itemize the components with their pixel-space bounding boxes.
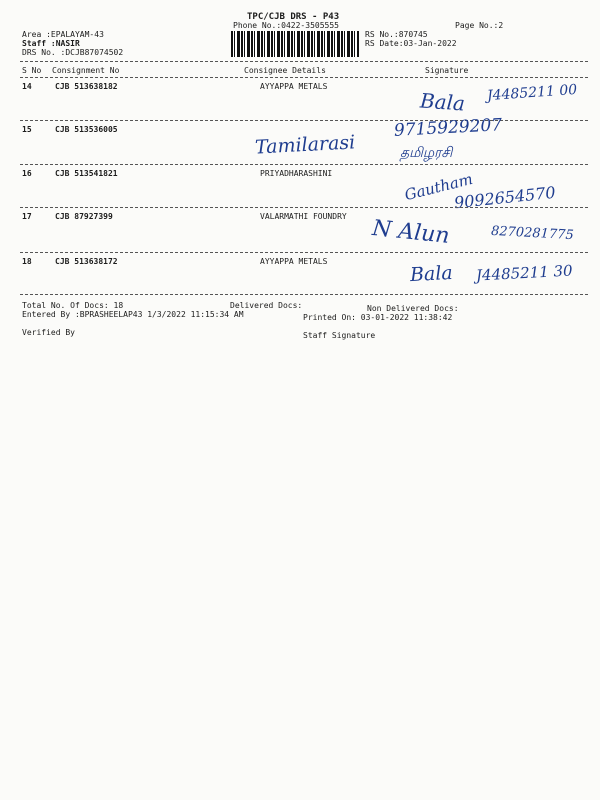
column-sno: S No xyxy=(22,66,42,75)
row-consignment: CJB 513541821 xyxy=(55,169,118,178)
printed-on: Printed On: 03-01-2022 11:38:42 xyxy=(303,313,453,322)
row-divider xyxy=(20,252,588,253)
rs-date: RS Date:03-Jan-2022 xyxy=(365,39,457,48)
row-consignment: CJB 513536005 xyxy=(55,125,118,134)
handwritten-phone: 8270281775 xyxy=(490,223,575,244)
row-consignment: CJB 87927399 xyxy=(55,212,113,221)
row-consignee: PRIYADHARASHINI xyxy=(260,169,333,178)
total-docs: Total No. Of Docs: 18 xyxy=(22,301,124,310)
row-sno: 15 xyxy=(22,125,32,134)
delivered-docs: Delivered Docs: xyxy=(230,301,303,310)
row-consignment: CJB 513638172 xyxy=(55,257,118,266)
handwritten-signature: Bala xyxy=(419,88,466,116)
column-consignee: Consignee Details xyxy=(244,66,326,75)
handwritten-phone: J4485211 30 xyxy=(475,261,574,285)
row-consignment: CJB 513638182 xyxy=(55,82,118,91)
staff-signature: Staff Signature xyxy=(303,331,376,340)
page-number: Page No.:2 xyxy=(455,21,504,30)
row-consignee: AYYAPPA METALS xyxy=(260,257,328,266)
verified-by: Verified By xyxy=(22,328,75,337)
row-consignee: VALARMATHI FOUNDRY xyxy=(260,212,347,221)
handwritten-phone: J4485211 00 xyxy=(486,81,578,105)
handwritten-signature: N Alun xyxy=(370,216,451,249)
column-consignment: Consignment No xyxy=(52,66,120,75)
row-divider xyxy=(20,294,588,295)
row-sno: 16 xyxy=(22,169,32,178)
row-consignee: AYYAPPA METALS xyxy=(260,82,328,91)
handwritten-signature: Tamilarasi xyxy=(254,131,356,159)
phone-number: Phone No.:0422-3505555 xyxy=(233,21,339,30)
row-sno: 17 xyxy=(22,212,32,221)
entered-by: Entered By :BPRASHEELAP43 1/3/2022 11:15:34 AM xyxy=(22,310,244,319)
row-divider xyxy=(20,120,588,121)
barcode xyxy=(231,31,359,57)
handwritten-signature: Gautham xyxy=(402,169,475,205)
divider xyxy=(20,77,588,78)
row-sno: 14 xyxy=(22,82,32,91)
row-divider xyxy=(20,164,588,165)
area-label: Area :EPALAYAM-43 xyxy=(22,30,104,39)
column-signature: Signature xyxy=(425,66,469,75)
divider xyxy=(20,61,588,62)
row-divider xyxy=(20,207,588,208)
handwritten-signature: தமிழரசி xyxy=(400,145,453,161)
drs-number: DRS No. :DCJB87074502 xyxy=(22,48,124,57)
row-sno: 18 xyxy=(22,257,32,266)
staff-label: Staff :NASIR xyxy=(22,39,80,48)
non-delivered-docs: Non Delivered Docs: xyxy=(367,304,459,313)
handwritten-phone: 9092654570 xyxy=(453,182,557,213)
rs-number: RS No.:870745 xyxy=(365,30,428,39)
document-title: TPC/CJB DRS - P43 xyxy=(247,12,340,22)
handwritten-signature: Bala xyxy=(409,261,454,287)
handwritten-phone: 9715929207 xyxy=(393,115,503,141)
